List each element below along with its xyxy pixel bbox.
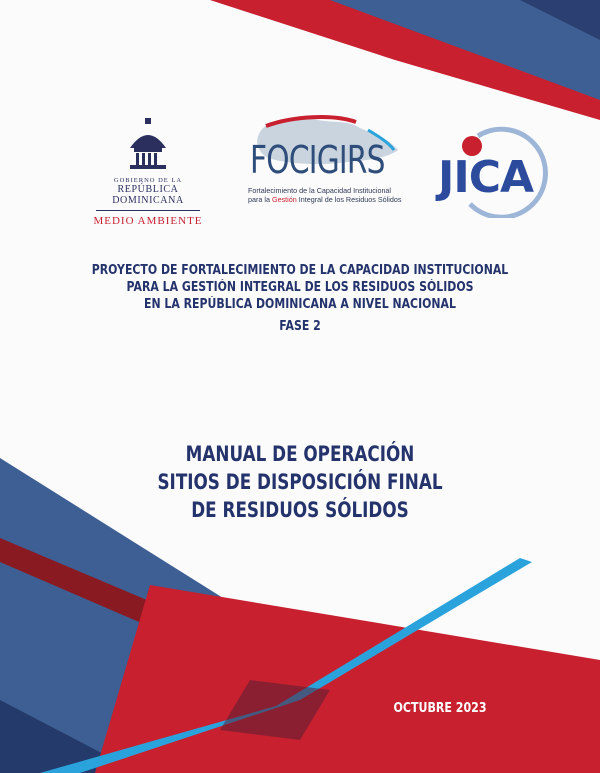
rd-government-line: GOBIERNO DE LA [113,177,183,184]
project-title-line-2: PARA LA GESTIÓN INTEGRAL DE LOS RESIDUOS SÓLIDOS [126,280,474,295]
publication-date: OCTUBRE 2023 [393,701,487,716]
manual-title-line-2: SITIOS DE DISPOSICIÓN FINAL [157,470,443,494]
rd-ministry-name: MEDIO AMBIENTE [93,215,203,227]
logo-jica [430,118,560,218]
rd-divider [96,210,200,211]
bottom-red-panel [95,585,600,773]
rd-country-name: REPÚBLICA DOMINICANA [112,184,184,206]
logo-focigirs [238,110,408,210]
project-title-line-1: PROYECTO DE FORTALECIMIENTO DE LA CAPACIDAD INSTITUCIONAL [91,263,509,278]
focigirs-subtitle-highlight: Gestión [271,195,297,204]
national-palace-dome-icon [120,118,176,170]
jica-wordmark: JICA [438,152,534,203]
project-title-line-3: EN LA REPÚBLICA DOMINICANA A NIVEL NACIONAL [144,297,456,312]
focigirs-subtitle-line1: Fortalecimiento de la Capacidad Institucional [248,186,392,195]
focigirs-wordmark: FOCIGIRS [250,138,385,182]
focigirs-subtitle-line2-a: para la [248,195,272,204]
manual-title [0,440,600,524]
project-phase: FASE 2 [279,319,321,334]
logo-republica-dominicana [88,118,208,227]
project-title [0,262,600,335]
focigirs-subtitle-line2-c: Integral de los Residuos Sólidos [296,195,402,204]
manual-title-line-1: MANUAL DE OPERACIÓN [185,442,415,466]
focigirs-subtitle [248,186,418,204]
manual-title-line-3: DE RESIDUOS SÓLIDOS [191,498,409,522]
